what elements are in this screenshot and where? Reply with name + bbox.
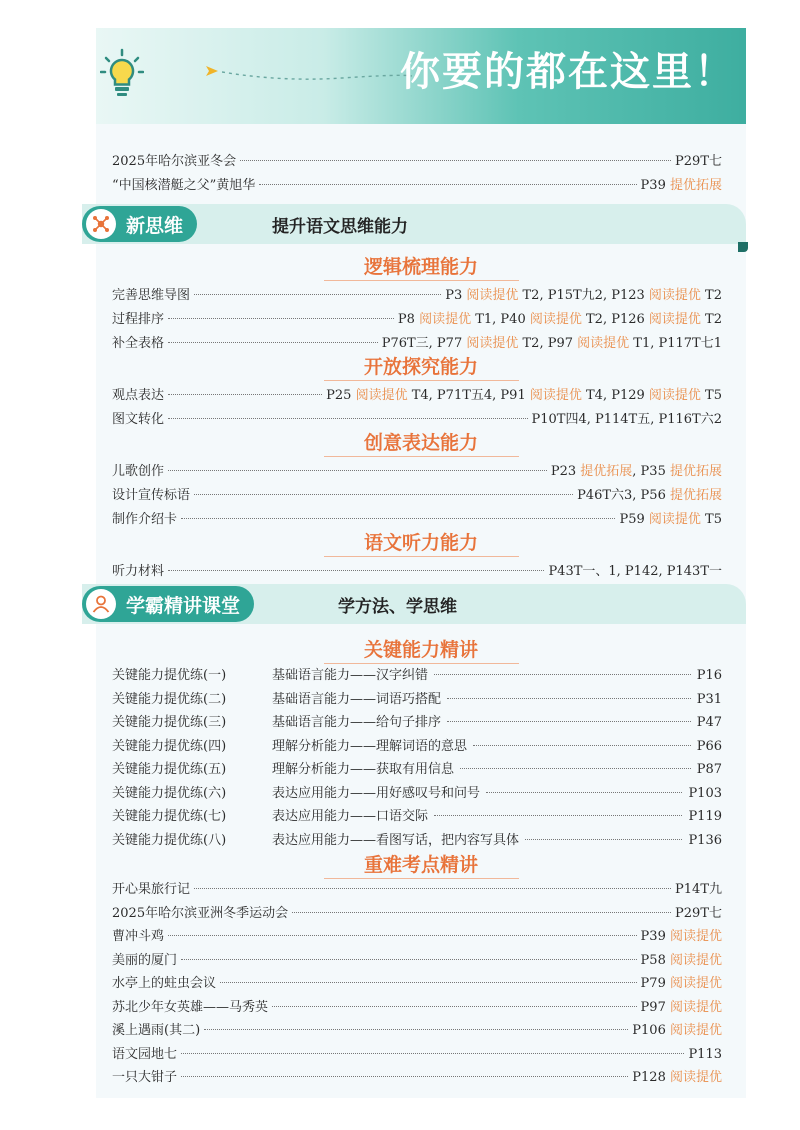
item-label: 关键能力提优练(七) xyxy=(112,809,227,824)
page-reference: P25 阅读提优 T4, P71T五4, P91 阅读提优 T4, P129 阅读提优 T5 xyxy=(326,388,722,403)
page-reference: P106 阅读提优 xyxy=(632,1023,722,1038)
person-icon xyxy=(86,589,116,619)
list-item xyxy=(112,484,722,506)
item-label: 过程排序 xyxy=(112,312,165,327)
list-item xyxy=(112,664,722,686)
item-label: 溪上遇雨(其二) xyxy=(112,1023,201,1038)
subsection-heading: 语文听力能力 xyxy=(96,528,746,555)
section-header-top-student xyxy=(82,584,746,624)
list-item xyxy=(112,758,722,780)
item-label: 关键能力提优练(一) xyxy=(112,668,227,683)
subsection-heading: 重难考点精讲 xyxy=(96,850,746,877)
item-label: 完善思维导图 xyxy=(112,288,191,303)
page-reference: P79 阅读提优 xyxy=(640,976,722,991)
list-item xyxy=(112,284,722,306)
page-reference: P97 阅读提优 xyxy=(640,999,722,1015)
item-topic: 表达应用能力——口语交际 xyxy=(272,809,429,824)
item-label: 设计宣传标语 xyxy=(112,488,191,503)
item-label: 水亭上的蛀虫会议 xyxy=(112,976,217,991)
list-item xyxy=(112,384,722,406)
item-topic: 基础语言能力——词语巧搭配 xyxy=(272,691,442,707)
page-reference: P136 xyxy=(688,832,722,848)
dotted-trail xyxy=(222,70,412,82)
item-label: 苏北少年女英雄——马秀英 xyxy=(112,999,269,1015)
page-reference: P16 xyxy=(696,668,722,683)
item-label: 图文转化 xyxy=(112,412,165,427)
network-icon xyxy=(86,209,116,239)
page-reference: P10T四4, P114T五, P116T六2 xyxy=(531,412,722,427)
page-reference: P87 xyxy=(696,762,722,777)
list-item xyxy=(112,560,722,582)
list-item: “中国核潜艇之父”黄旭华 P39 提优拓展 xyxy=(112,178,722,193)
page-reference: P14T九 xyxy=(675,882,722,897)
list-item xyxy=(112,408,722,430)
item-label: 一只大钳子 xyxy=(112,1070,178,1085)
item-label: 开心果旅行记 xyxy=(112,882,191,897)
page-reference: P58 阅读提优 xyxy=(640,952,722,968)
item-label: 儿歌创作 xyxy=(112,464,165,479)
item-label: 关键能力提优练(五) xyxy=(112,762,227,777)
lightbulb-icon xyxy=(100,48,144,100)
item-label: 美丽的厦门 xyxy=(112,952,178,968)
list-item xyxy=(112,508,722,530)
list-item xyxy=(112,878,722,900)
list-item xyxy=(112,1043,722,1065)
list-item xyxy=(112,735,722,757)
page-reference: P76T三, P77 阅读提优 T2, P97 阅读提优 T1, P117T七1 xyxy=(381,336,722,351)
item-topic: 基础语言能力——汉字纠错 xyxy=(272,668,429,683)
item-label: 关键能力提优练(四) xyxy=(112,738,227,754)
page-reference: P43T一、1, P142, P143T一 xyxy=(548,564,722,579)
section-header-new-thinking xyxy=(82,204,746,244)
list-item xyxy=(112,902,722,924)
item-topic: 基础语言能力——给句子排序 xyxy=(272,715,442,730)
page-reference: P59 阅读提优 T5 xyxy=(619,512,722,527)
page-reference: P3 阅读提优 T2, P15T九2, P123 阅读提优 T2 xyxy=(445,288,722,303)
page-reference: P66 xyxy=(696,738,722,754)
item-label: 2025年哈尔滨亚洲冬季运动会 xyxy=(112,905,289,921)
subsection-heading: 创意表达能力 xyxy=(96,428,746,455)
page-reference: P31 xyxy=(696,691,722,707)
item-label: 制作介绍卡 xyxy=(112,512,178,527)
list-item: 2025年哈尔滨亚冬会 P29T七 xyxy=(112,154,722,169)
list-item xyxy=(112,805,722,827)
item-label: 听力材料 xyxy=(112,564,165,579)
item-label: 曹冲斗鸡 xyxy=(112,929,165,944)
list-item xyxy=(112,949,722,971)
item-label: 关键能力提优练(二) xyxy=(112,691,227,707)
paper-plane-icon xyxy=(206,66,218,76)
section-title: 学霸精讲课堂 xyxy=(126,594,241,617)
page-reference: P113 xyxy=(688,1046,722,1062)
subsection-heading: 逻辑梳理能力 xyxy=(96,252,746,279)
item-label: 关键能力提优练(六) xyxy=(112,785,227,801)
list-item xyxy=(112,711,722,733)
page-reference: P47 xyxy=(696,715,722,730)
list-item xyxy=(112,308,722,330)
item-label: 关键能力提优练(三) xyxy=(112,715,227,730)
item-label: 观点表达 xyxy=(112,388,165,403)
list-item xyxy=(112,829,722,851)
item-topic: 表达应用能力——用好感叹号和问号 xyxy=(272,785,481,801)
page-reference: P103 xyxy=(688,785,722,801)
page-reference: P23 提优拓展, P35 提优拓展 xyxy=(550,464,722,479)
section-subtitle: 提升语文思维能力 xyxy=(272,217,408,237)
list-item xyxy=(112,1019,722,1041)
section-subtitle: 学方法、学思维 xyxy=(338,597,457,617)
page-reference: P8 阅读提优 T1, P40 阅读提优 T2, P126 阅读提优 T2 xyxy=(397,312,722,327)
list-item xyxy=(112,332,722,354)
item-label: 补全表格 xyxy=(112,336,165,351)
item-topic: 理解分析能力——获取有用信息 xyxy=(272,762,455,777)
page-reference: P119 xyxy=(688,809,722,824)
list-item xyxy=(112,1066,722,1088)
list-item xyxy=(112,996,722,1018)
section-title: 新思维 xyxy=(126,214,184,237)
page-reference: P39 阅读提优 xyxy=(640,929,722,944)
list-item xyxy=(112,688,722,710)
item-label: 语文园地七 xyxy=(112,1046,178,1062)
subsection-heading: 关键能力精讲 xyxy=(96,635,746,662)
item-topic: 表达应用能力——看图写话，把内容写具体 xyxy=(272,832,520,848)
page-reference: P128 阅读提优 xyxy=(632,1070,722,1085)
page-title: 你要的都在这里！ xyxy=(400,49,736,95)
page-reference: P29T七 xyxy=(675,905,722,921)
item-topic: 理解分析能力——理解词语的意思 xyxy=(272,738,468,754)
subsection-heading: 开放探究能力 xyxy=(96,352,746,379)
page-reference: P46T六3, P56 提优拓展 xyxy=(577,488,722,503)
list-item xyxy=(112,460,722,482)
item-label: 关键能力提优练(八) xyxy=(112,832,227,848)
list-item xyxy=(112,925,722,947)
list-item xyxy=(112,782,722,804)
list-item xyxy=(112,972,722,994)
